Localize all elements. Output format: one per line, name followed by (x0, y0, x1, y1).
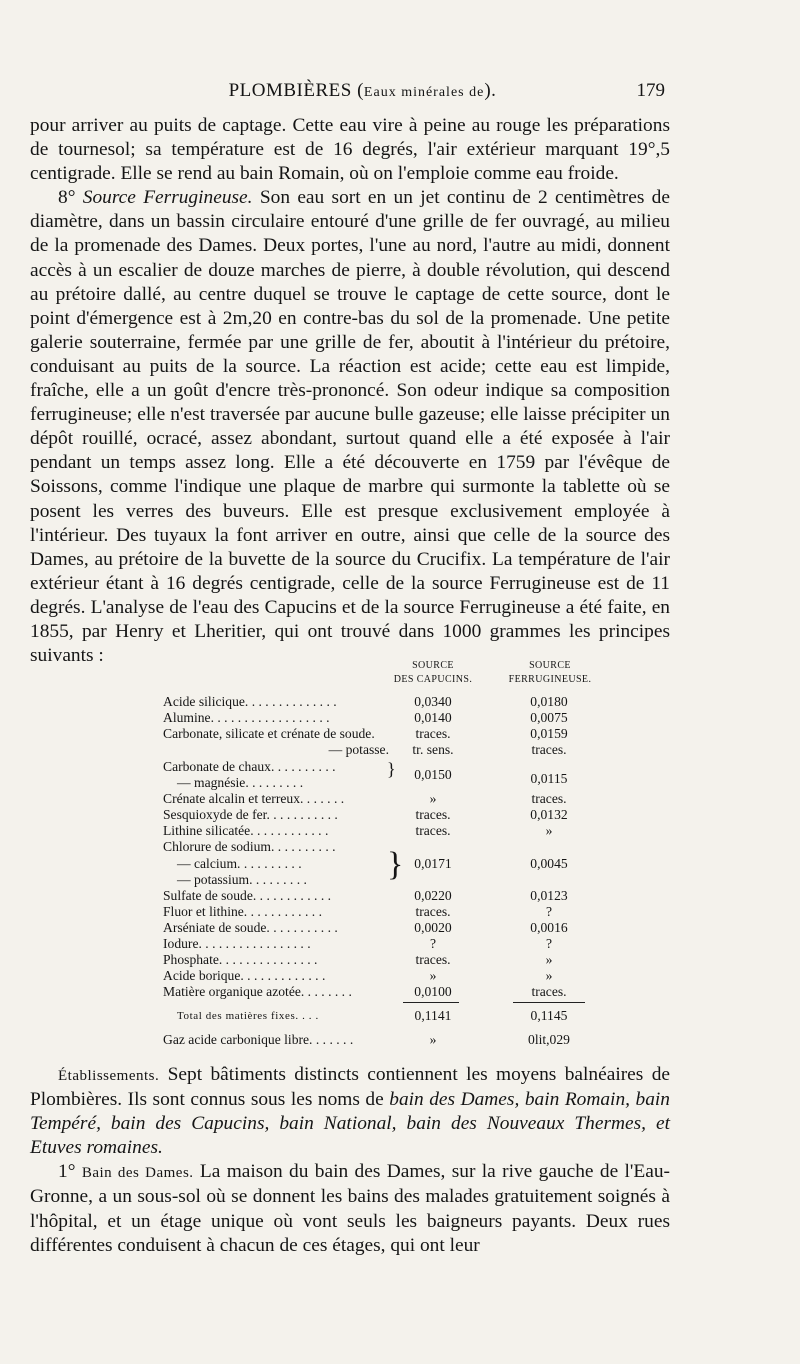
running-header (60, 80, 665, 108)
table-row (163, 872, 603, 888)
row-value-capucins: 0,0150 (414, 767, 452, 782)
row-label: — magnésie. . . . . . . . . (177, 775, 304, 790)
row-label: Sulfate de soude. . . . . . . . . . . . (163, 888, 332, 903)
row-value-capucins: 0,0020 (414, 920, 452, 935)
row-value-ferrugineuse: » (545, 952, 553, 967)
table-row (163, 767, 603, 791)
row-value-ferrugineuse: traces. (531, 742, 567, 757)
row-value-capucins: tr. sens. (412, 742, 454, 757)
table-row (163, 936, 603, 952)
row-value-ferrugineuse: traces. (531, 791, 567, 806)
row-value-capucins: » (429, 791, 437, 806)
row-label: Crénate alcalin et terreux. . . . . . . (163, 791, 345, 806)
row-value-capucins: » (429, 968, 437, 983)
row-value-capucins: 0,0340 (414, 694, 452, 709)
gas-value-capucins: » (429, 1032, 437, 1047)
col2-header-line1: SOURCE (529, 660, 571, 671)
table-row (163, 904, 603, 920)
row-value-ferrugineuse: 0,0115 (530, 771, 568, 786)
paragraph-3-title: Établissements. (58, 1068, 160, 1084)
row-value-ferrugineuse: 0,0045 (530, 856, 568, 871)
paragraph-4-text: La maison du bain des Dames, sur la rive gauche de l'Eau-Gronne, a un sous-sol où se donnent les bains des malades gratuitement soignés à l'hôpital, et un étage unique où vont seuls les baigneurs payants. Deux rues différentes conduisent à chacun de ces étages, qui ont leur (30, 1161, 671, 1256)
row-label: Acide borique. . . . . . . . . . . . . (163, 968, 326, 983)
row-label: Alumine. . . . . . . . . . . . . . . . . . (163, 710, 330, 725)
header-paren-open: ( (357, 80, 364, 101)
row-value-capucins: traces. (415, 904, 451, 919)
col1-header-line1: SOURCE (412, 660, 454, 671)
sum-rule-capucins (403, 1002, 459, 1003)
row-value-capucins: 0,0100 (414, 984, 452, 999)
paragraph-3-text: Sept bâtiments distincts contiennent les moyens balnéaires de Plombières. Ils sont connus sous les noms de (30, 1064, 671, 1111)
row-value-ferrugineuse: » (545, 968, 553, 983)
table-row (163, 726, 603, 742)
row-value-capucins: 0,0220 (414, 888, 452, 903)
row-label: Phosphate. . . . . . . . . . . . . . . (163, 952, 318, 967)
row-label: Sesquioxyde de fer. . . . . . . . . . . (163, 807, 338, 822)
paragraph-4 (30, 1160, 670, 1257)
page-number: 179 (636, 80, 665, 101)
row-label: Acide silicique. . . . . . . . . . . . . . (163, 694, 337, 709)
row-value-ferrugineuse: 0,0132 (530, 807, 568, 822)
row-label: Carbonate de chaux. . . . . . . . . . (163, 759, 336, 774)
row-label: — calcium. . . . . . . . . . (177, 856, 302, 871)
table-row (163, 856, 603, 872)
row-value-ferrugineuse: 0,0075 (530, 710, 568, 725)
brace-carbonates: } (387, 759, 396, 779)
row-value-capucins: 0,0171 (414, 856, 452, 871)
row-label: Iodure. . . . . . . . . . . . . . . . . (163, 936, 311, 951)
header-title-smallcaps: Eaux minérales de (363, 85, 485, 100)
row-value-capucins: 0,0140 (414, 710, 452, 725)
paragraph-4-number: 1° (58, 1161, 76, 1183)
table-row (163, 710, 603, 726)
row-value-capucins: traces. (415, 823, 451, 838)
row-label: Chlorure de sodium. . . . . . . . . . (163, 839, 336, 854)
row-label: — potassium. . . . . . . . . (177, 872, 307, 887)
col1-header-line2: DES CAPUCINS. (393, 674, 473, 685)
row-value-ferrugineuse: ? (545, 904, 553, 919)
col2-header (500, 659, 600, 687)
row-label: Lithine silicatée. . . . . . . . . . . . (163, 823, 329, 838)
table-row (163, 888, 603, 904)
table-row (163, 823, 603, 839)
body-text-upper (30, 114, 670, 668)
col2-header-line2: FERRUGINEUSE. (508, 674, 592, 685)
total-row (163, 1008, 603, 1024)
header-title-main: PLOMBIÈRES (228, 80, 352, 101)
gas-row (163, 1032, 603, 1048)
row-label: — potasse. (328, 742, 389, 757)
row-value-ferrugineuse: traces. (531, 984, 567, 999)
row-value-ferrugineuse: 0,0123 (530, 888, 568, 903)
table-row (163, 742, 603, 758)
table-row (163, 920, 603, 936)
row-value-ferrugineuse: 0,0159 (530, 726, 568, 741)
header-title (60, 80, 665, 102)
gas-label: Gaz acide carbonique libre. . . . . . . (163, 1032, 354, 1047)
total-label: Total des matières fixes. . . . (177, 1010, 319, 1022)
row-label: Carbonate, silicate et crénate de soude. (163, 726, 375, 741)
paragraph-4-title: Bain des Dames. (81, 1165, 194, 1182)
row-value-capucins: traces. (415, 807, 451, 822)
row-value-capucins: traces. (415, 726, 451, 741)
body-text-lower (30, 1063, 670, 1258)
table-row (163, 694, 603, 710)
brace-chlorures: } (387, 846, 404, 883)
row-value-capucins: ? (429, 936, 437, 951)
paragraph-2-text: Son eau sort en un jet continu de 2 centimètres de diamètre, dans un bassin circulaire entouré d'une grille de fer ouvragé, au milieu de la promenade des Dames. Deux portes, l'une au nord, l'autre au midi, donnent accès à un escalier de douze marches de pierre, à double révolution, qui descend au prétoire dallé, au centre duquel se trouve le captage de cette source, dont le point d'émergence est à 2m,20 en contre-bas du sol de la promenade. Une petite galerie souterraine, fermée par une grille de fer, aboutit à l'intérieur du prétoire, conduisant au puits de la source. La réaction est acide; cette eau est limpide, fraîche, elle a un goût d'encre très-prononcé. Son odeur indique sa composition ferrugineuse; elle n'est traversée par aucune bulle gazeuse; elle laisse précipiter un dépôt rouillé, ocracé, assez abondant, surtout quand elle a été exposée à l'air pendant un temps assez long. Elle a été découverte en 1759 par l'évêque de Soissons, comme l'indique une plaque de marbre qui surmonte la tablette où se posent les verres des buveurs. Elle est presque exclusivement employée à l'intérieur. Des tuyaux la font arriver en outre, ainsi que celle de la source des Dames, au prétoire de la buvette de la source du Crucifix. La température de l'air extérieur étant à 16 degrés centigrade, celle de la source Ferrugineuse est de 11 degrés. L'analyse de l'eau des Capucins et de la source Ferrugineuse a été faite, en 1855, par Henry et Lheritier, qui ont trouvé dans 1000 grammes les principes suivants : (30, 187, 670, 667)
row-label: Fluor et lithine. . . . . . . . . . . . (163, 904, 322, 919)
row-value-ferrugineuse: ? (545, 936, 553, 951)
row-label: Arséniate de soude. . . . . . . . . . . (163, 920, 338, 935)
table-row (163, 968, 603, 984)
row-value-ferrugineuse: » (545, 823, 553, 838)
row-value-capucins: traces. (415, 952, 451, 967)
total-value-capucins: 0,1141 (414, 1008, 452, 1023)
header-paren-close: ). (484, 80, 497, 101)
col1-header (391, 659, 475, 687)
paragraph-3-names: bain des Dames, bain Romain, bain Tempéré, bain des Capucins, bain National, bain des Nouveaux Thermes, et Etuves romaines. (30, 1089, 670, 1159)
table-row (163, 839, 603, 855)
paragraph-1: pour arriver au puits de captage. Cette eau vire à peine au rouge les préparations de tournesol; sa température est de 16 degrés, l'air extérieur marquant 19°,5 centigrade. Elle se rend au bain Romain, où on l'emploie comme eau froide. (30, 115, 670, 185)
row-value-ferrugineuse: 0,0016 (530, 920, 568, 935)
paragraph-2-number: 8° (58, 187, 76, 209)
table-row (163, 952, 603, 968)
paragraph-3 (30, 1063, 670, 1160)
row-value-ferrugineuse: 0,0180 (530, 694, 568, 709)
sum-rule-ferrugineuse (513, 1002, 585, 1003)
paragraph-2 (30, 186, 670, 668)
table-row (163, 984, 603, 1000)
gas-value-ferrugineuse: 0lit,029 (528, 1032, 570, 1047)
paragraph-2-title: Source Ferrugineuse. (82, 187, 253, 209)
row-label: Matière organique azotée. . . . . . . . (163, 984, 352, 999)
table-row (163, 807, 603, 823)
total-value-ferrugineuse: 0,1145 (530, 1008, 568, 1023)
table-row (163, 791, 603, 807)
